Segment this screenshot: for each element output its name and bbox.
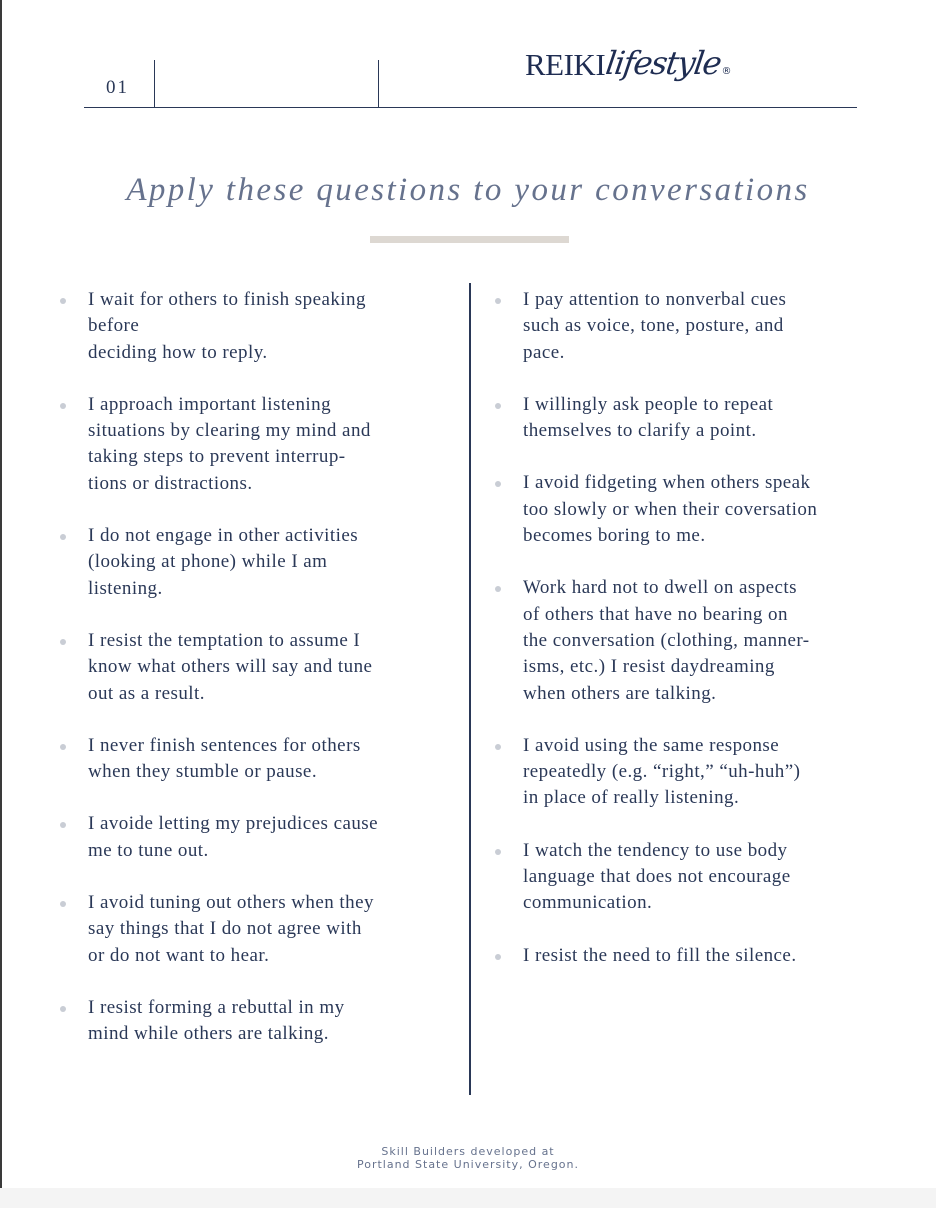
page-number: 01 [106, 77, 129, 98]
title-underline [370, 236, 569, 243]
list-item-text: I resist the need to fill the silence. [523, 944, 797, 966]
list-item [60, 890, 440, 969]
list-item [495, 392, 875, 445]
list-item-text: I approach important listening situations by clearing my mind and taking steps to prevent interrup- tions or distractions. [88, 393, 371, 494]
list-item [60, 523, 440, 602]
footer-credit [0, 1145, 936, 1171]
bullet-icon [60, 822, 66, 828]
list-item-text: I avoide letting my prejudices cause me to tune out. [88, 813, 379, 861]
logo-wordmark: REIKI [525, 47, 606, 82]
list-item [495, 943, 875, 969]
bullet-icon [60, 403, 66, 409]
list-item-text: I wait for others to finish speaking before deciding how to reply. [88, 289, 366, 363]
list-item [60, 287, 440, 366]
list-item [60, 811, 440, 864]
list-item-text: I resist forming a rebuttal in my mind while others are talking. [88, 996, 345, 1045]
reiki-lifestyle-logo [525, 44, 731, 104]
list-item-text: I do not engage in other activities (looking at phone) while I am listening. [88, 525, 359, 599]
list-item-text: I avoid using the same response repeatedly (e.g. “right,” “uh-huh”) in place of really listening. [523, 734, 801, 809]
registered-mark: ® [721, 66, 732, 77]
bullet-icon [60, 298, 66, 304]
list-item-text: I avoid tuning out others when they say things that I do not agree with or do not want to hear. [88, 892, 374, 966]
list-item [60, 733, 440, 786]
logo-script: lifestyle [603, 44, 724, 82]
list-item [495, 838, 875, 917]
bullet-icon [495, 298, 501, 304]
list-item [495, 470, 875, 549]
page-title: Apply these questions to your conversations [126, 172, 810, 208]
left-question-list [60, 287, 440, 1074]
bullet-icon [60, 901, 66, 907]
right-question-list [495, 287, 875, 995]
bullet-icon [495, 403, 501, 409]
bullet-icon [60, 744, 66, 750]
bullet-icon [60, 639, 66, 645]
list-item [60, 392, 440, 497]
list-item [495, 287, 875, 366]
list-item-text: I willingly ask people to repeat themselves to clarify a point. [523, 393, 774, 442]
list-item-text: I watch the tendency to use body language that does not encourage communication. [523, 839, 791, 914]
list-item-text: I pay attention to nonverbal cues such as voice, tone, posture, and pace. [523, 289, 787, 363]
bullet-icon [60, 1006, 66, 1012]
list-item [495, 575, 875, 706]
bullet-icon [495, 481, 501, 487]
header-divider [378, 60, 379, 107]
column-divider [469, 283, 471, 1095]
bullet-icon [495, 954, 501, 960]
bullet-icon [495, 586, 501, 592]
header-divider [154, 60, 155, 107]
bullet-icon [495, 744, 501, 750]
list-item [60, 628, 440, 707]
header-rule [84, 107, 857, 108]
footer-line: Portland State University, Oregon. [356, 1158, 580, 1171]
list-item [60, 995, 440, 1048]
list-item-text: I resist the temptation to assume I know what others will say and tune out as a result. [88, 629, 373, 704]
list-item-text: I avoid fidgeting when others speak too slowly or when their coversation becomes boring to me. [523, 472, 818, 547]
bullet-icon [60, 534, 66, 540]
list-item [495, 733, 875, 812]
list-item-text: I never finish sentences for others when they stumble or pause. [88, 734, 361, 783]
page-bottom-strip [0, 1188, 936, 1208]
list-item-text: Work hard not to dwell on aspects of others that have no bearing on the conversation (clothing, manner- isms, etc.) I resist daydreaming when others are talking. [523, 577, 810, 704]
bullet-icon [495, 849, 501, 855]
footer-line: Skill Builders developed at [381, 1145, 555, 1158]
